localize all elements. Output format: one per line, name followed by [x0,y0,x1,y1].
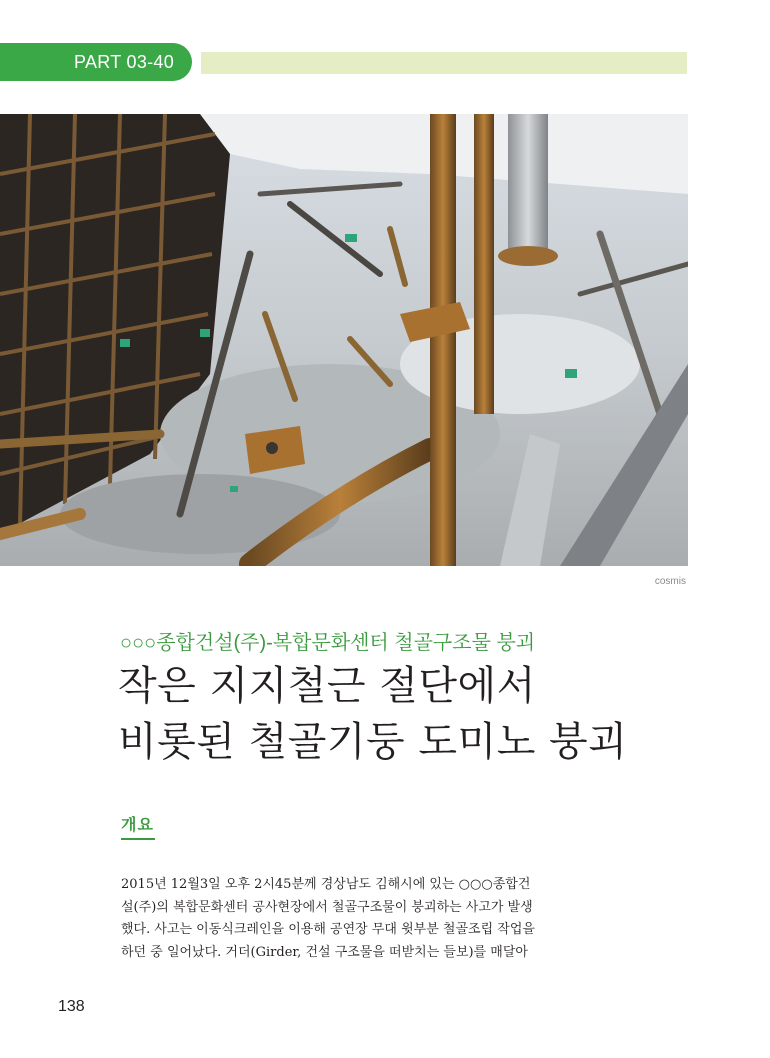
section-heading: 개요 [121,817,154,834]
part-tab [0,43,192,81]
title-line: 작은 지지철근 절단에서 [118,663,536,709]
body-line: 2015년 12월3일 오후 2시45분께 경상남도 김해시에 있는 ○○○종합건 [121,877,531,892]
part-label: PART 03-40 [74,52,175,72]
title-line: 비롯된 철골기둥 도미노 붕괴 [118,719,628,765]
construction-site-photo [0,114,688,566]
article-subtitle: ○○○종합건설(주)-복합문화센터 철골구조물 붕괴 [120,632,536,654]
photo-credit: cosmis [654,576,686,587]
header-band [201,52,687,74]
section-underline [121,838,155,840]
body-line: 하던 중 일어났다. 거더(Girder, 건설 구조물을 떠받치는 들보)를 매달아 [121,944,528,960]
page-number: 138 [58,998,85,1015]
article-title [118,658,718,770]
body-line: 설(주)의 복합문화센터 공사현장에서 철골구조물이 붕괴하는 사고가 발생 [121,899,533,915]
body-line: 했다. 사고는 이동식크레인을 이용해 공연장 무대 윗부분 철골조립 작업을 [121,922,535,937]
body-paragraph [121,874,561,964]
